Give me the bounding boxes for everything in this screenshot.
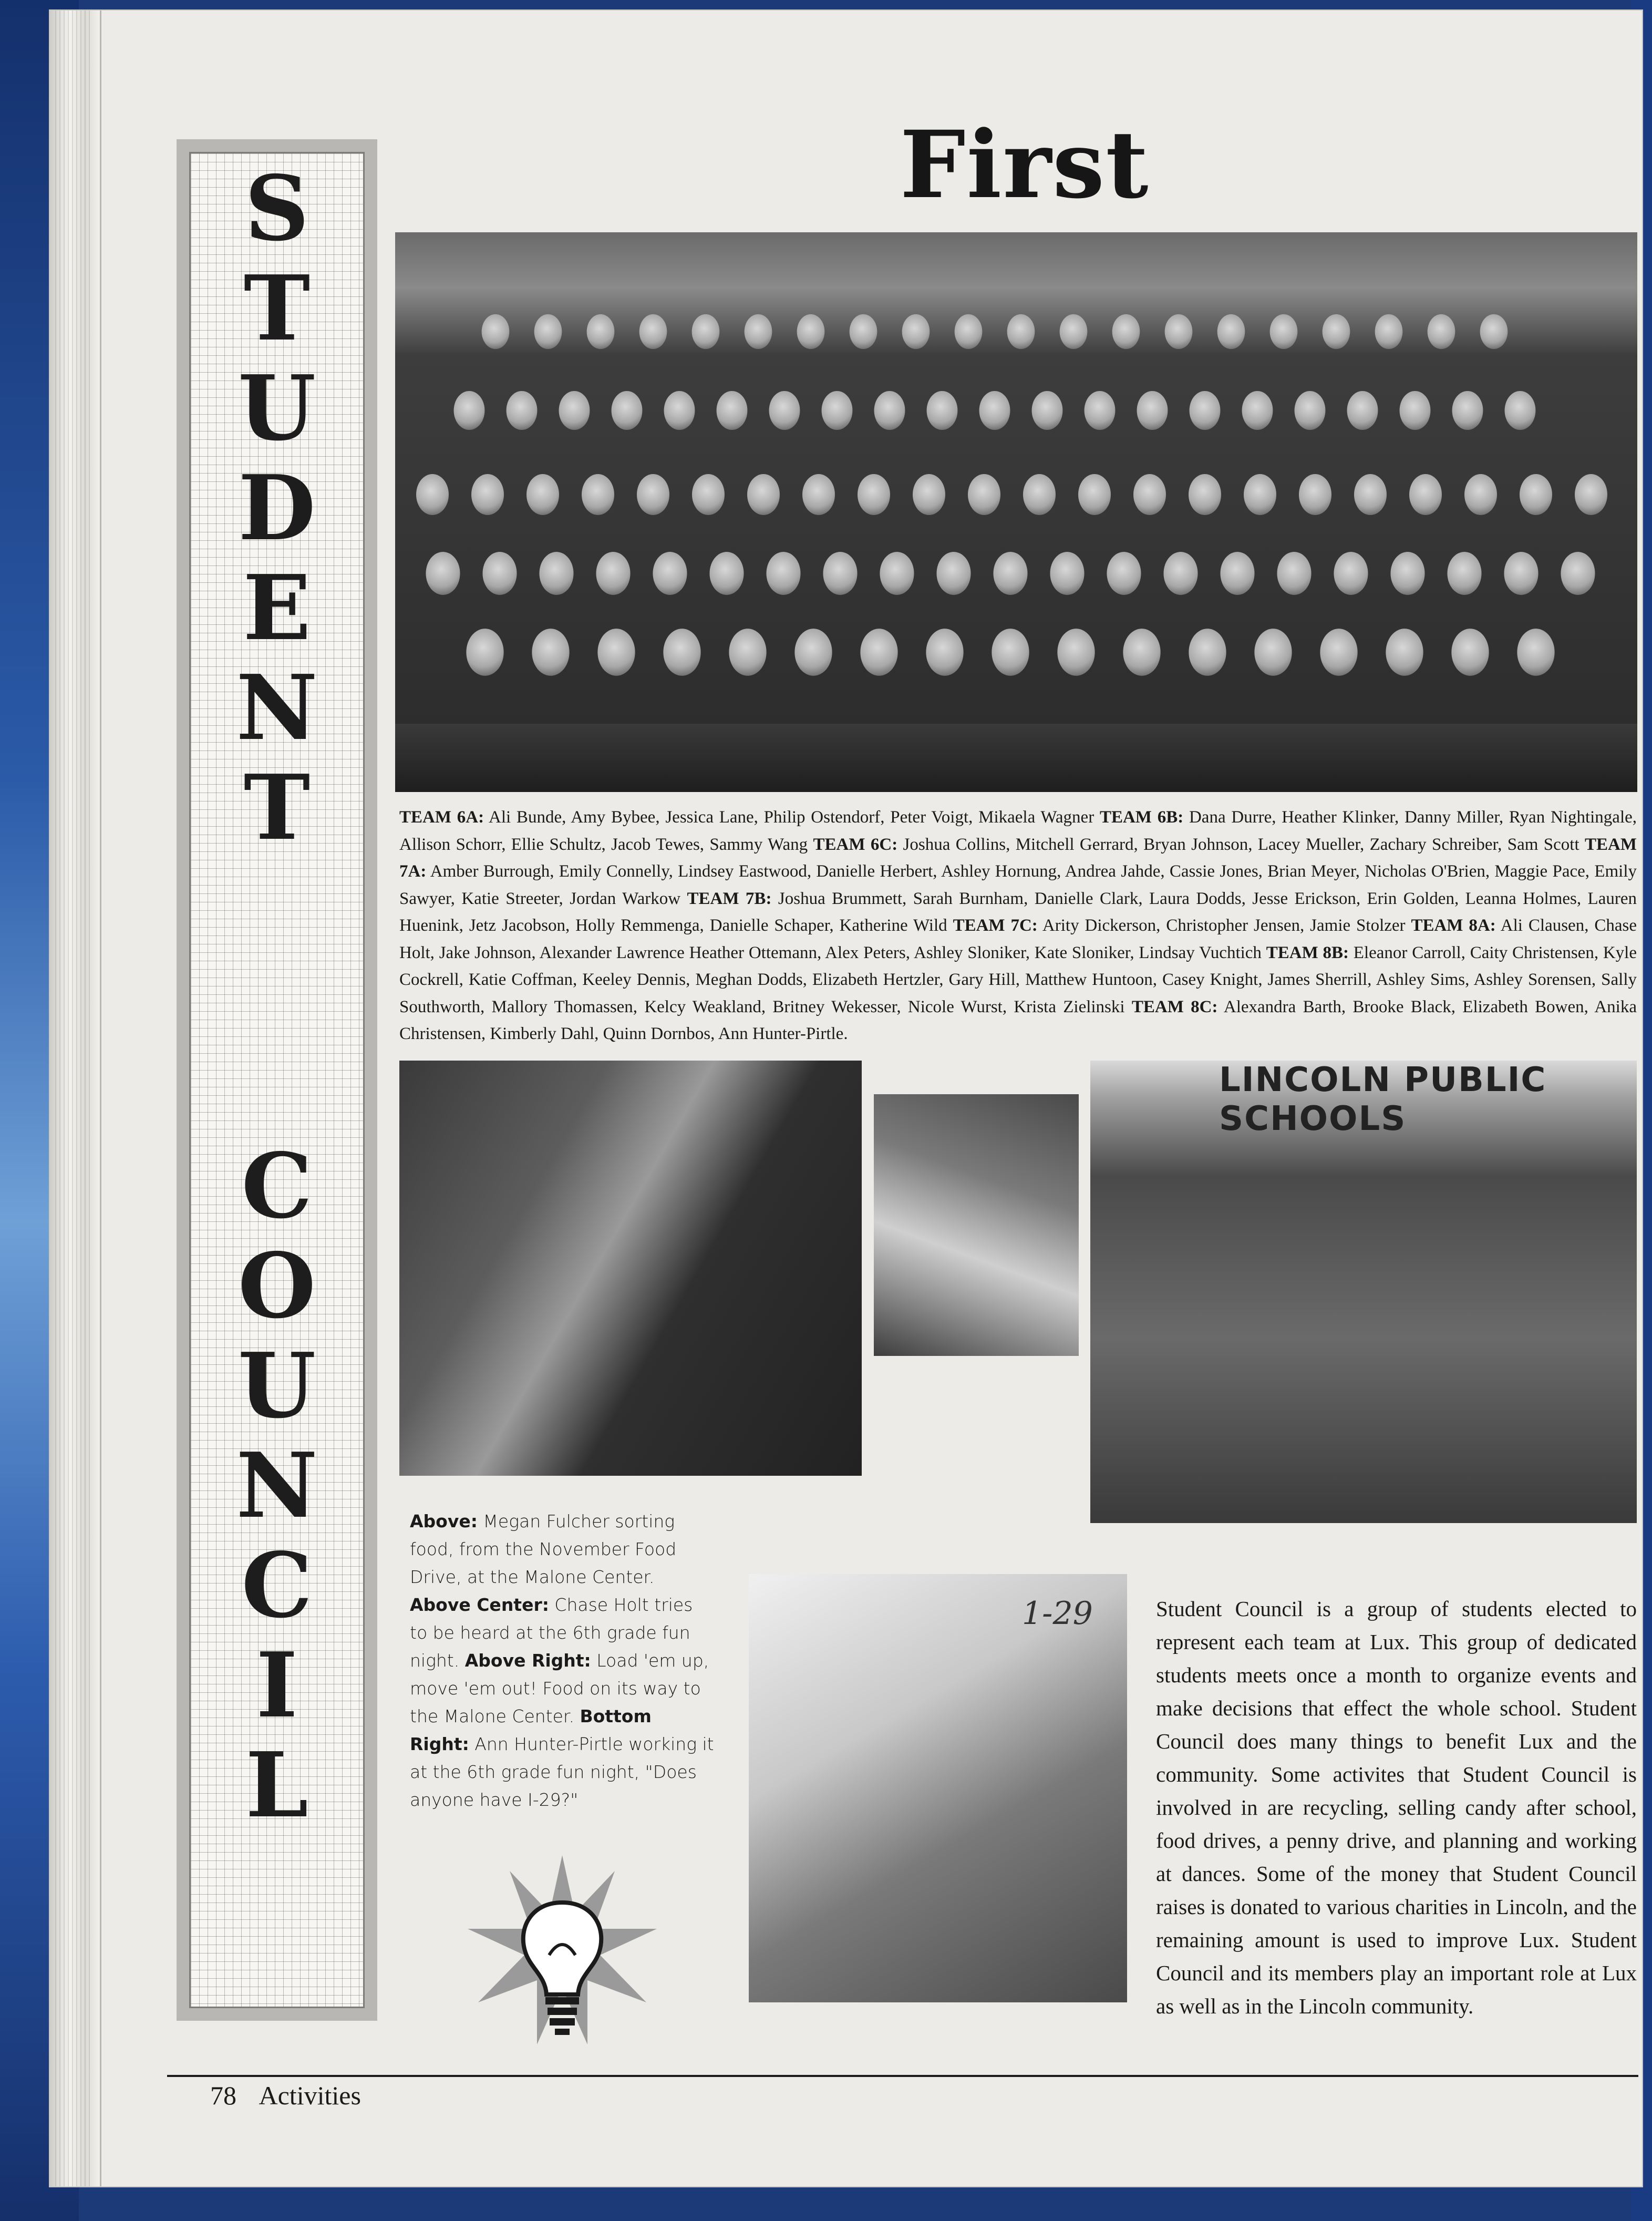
student-head — [902, 314, 930, 349]
team-members: Ali Clausen, Chase Holt, Jake Johnson, Alexander Lawrence Heather Ottemann, Alex Peters, Ashley Sloniker, Kate Sloniker, Lindsay Vuchtich — [399, 916, 1637, 962]
team-members: Dana Durre, Heather Klinker, Danny Miller, Ryan Nightingale, Allison Schorr, Ellie Schultz, Jacob Tewes, Sammy Wang — [399, 808, 1637, 854]
banner-letter: O — [238, 1233, 316, 1339]
student-head — [471, 474, 504, 515]
student-head — [1165, 314, 1193, 349]
student-head — [1085, 391, 1116, 430]
student-head — [534, 314, 562, 349]
student-head — [526, 474, 559, 515]
banner-letter: U — [238, 1333, 316, 1438]
student-head — [692, 474, 725, 515]
student-head — [1299, 474, 1331, 515]
student-head — [1137, 391, 1168, 430]
student-head — [1428, 314, 1455, 349]
team-members: Alexandra Barth, Brooke Black, Elizabeth Bowen, Anika Christensen, Kimberly Dahl, Quinn Dornbos, Ann Hunter-Pirtle. — [399, 997, 1637, 1043]
student-head — [1323, 314, 1350, 349]
team-label: TEAM 7C: — [953, 916, 1038, 935]
student-head — [1242, 391, 1273, 430]
student-head — [1561, 552, 1595, 595]
banner-letter: I — [256, 1633, 298, 1738]
student-head — [1505, 391, 1536, 430]
student-head — [936, 552, 970, 595]
student-head — [874, 391, 905, 430]
student-head — [1163, 552, 1197, 595]
student-head — [539, 552, 573, 595]
student-head — [1520, 474, 1552, 515]
student-head — [1451, 629, 1489, 676]
student-head — [1254, 629, 1292, 676]
page-title: First — [900, 110, 1150, 219]
team-label: TEAM 7B: — [687, 889, 772, 908]
banner-letter: C — [241, 1134, 313, 1239]
student-head — [823, 552, 857, 595]
banner-letter: D — [238, 456, 316, 561]
student-head — [639, 314, 667, 349]
whiteboard-photo — [749, 1574, 1127, 2002]
bins-sign-text: LINCOLN PUBLIC SCHOOLS — [1219, 1061, 1547, 1138]
student-head — [692, 314, 720, 349]
team-members: Ali Bunde, Amy Bybee, Jessica Lane, Philip Ostendorf, Peter Voigt, Mikaela Wagner — [484, 808, 1100, 827]
student-head — [1032, 391, 1063, 430]
team-members: Amber Burrough, Emily Connelly, Lindsey Eastwood, Danielle Herbert, Ashley Hornung, Andrea Jahde, Cassie Jones, Brian Meyer, Nicholas O'Brien, Maggie Pace, Emily Sawyer, Katie Streeter, Jordan Warkow — [399, 862, 1637, 908]
student-head — [416, 474, 449, 515]
student-head — [1386, 629, 1423, 676]
student-head — [729, 629, 766, 676]
student-head — [860, 629, 897, 676]
student-head — [653, 552, 687, 595]
student-head — [1112, 314, 1140, 349]
caption-text: Chase Holt tries to be heard at the 6th grade fun night. — [410, 1595, 693, 1671]
caption-text: Ann Hunter-Pirtle working it at the 6th grade fun night, "Does anyone have I-29?" — [410, 1734, 714, 1810]
student-head — [880, 552, 914, 595]
banner-letter: U — [238, 356, 316, 461]
student-head — [426, 552, 460, 595]
student-head — [596, 552, 630, 595]
student-head — [1050, 552, 1084, 595]
page-footer — [210, 2080, 361, 2111]
student-head — [1107, 552, 1141, 595]
student-head — [992, 629, 1029, 676]
student-head — [1390, 552, 1424, 595]
caption-label: Bottom Right: — [410, 1706, 652, 1754]
student-head — [747, 474, 780, 515]
bulb-base-2 — [548, 2008, 577, 2015]
team-label: TEAM 8A: — [1411, 916, 1496, 935]
student-head — [797, 314, 825, 349]
page-number: 78 — [210, 2081, 236, 2110]
megaphone-photo — [874, 1094, 1079, 1356]
banner-letter: N — [236, 1433, 318, 1538]
caption-label: Above Center: — [410, 1595, 549, 1615]
team-label: TEAM 6A: — [399, 808, 484, 827]
section-name: Activities — [259, 2081, 361, 2110]
student-head — [664, 391, 695, 430]
student-head — [794, 629, 832, 676]
team-members: Joshua Brummett, Sarah Burnham, Danielle Clark, Laura Dodds, Jesse Erickson, Erin Golden, Leanna Holmes, Lauren Huenink, Jetz Jacobson, Holly Remmenga, Danielle Schaper, Katherine Wild — [399, 889, 1637, 935]
student-head — [769, 391, 800, 430]
group-photo-students — [395, 232, 1637, 792]
student-head — [587, 314, 615, 349]
banner-letter: N — [236, 655, 318, 760]
team-members: Arity Dickerson, Christopher Jensen, Jamie Stolzer — [1037, 916, 1411, 935]
photo-captions — [410, 1507, 715, 1814]
student-head — [709, 552, 744, 595]
student-head — [927, 391, 958, 430]
group-photo-floor — [395, 724, 1637, 792]
team-label: TEAM 8C: — [1131, 997, 1218, 1016]
student-head — [1517, 629, 1554, 676]
student-head — [1320, 629, 1357, 676]
student-head — [1480, 314, 1508, 349]
student-head — [637, 474, 669, 515]
student-head — [850, 314, 877, 349]
student-head — [1452, 391, 1483, 430]
student-head — [1354, 474, 1387, 515]
student-head — [1347, 391, 1378, 430]
student-head — [1060, 314, 1088, 349]
student-head — [913, 474, 945, 515]
student-head — [454, 391, 485, 430]
student-head — [1220, 552, 1254, 595]
lightbulb-icon — [462, 1850, 662, 2050]
student-head — [559, 391, 590, 430]
team-roster — [399, 804, 1637, 1048]
bulb-base-4 — [555, 2029, 570, 2035]
student-head — [1123, 629, 1160, 676]
team-members: Joshua Collins, Mitchell Gerrard, Bryan Johnson, Lacey Mueller, Zachary Schreiber, Sam Scott — [897, 835, 1585, 854]
student-head — [1409, 474, 1442, 515]
team-label: TEAM 6C: — [813, 835, 898, 854]
bulb-base-3 — [550, 2018, 575, 2025]
student-head — [1464, 474, 1497, 515]
student-council-banner — [177, 139, 377, 2021]
student-head — [507, 391, 538, 430]
student-head — [612, 391, 643, 430]
student-head — [1189, 629, 1226, 676]
student-head — [532, 629, 569, 676]
student-head — [717, 391, 748, 430]
student-head — [1190, 391, 1221, 430]
student-head — [858, 474, 890, 515]
student-head — [466, 629, 503, 676]
banner-letter: L — [245, 1733, 308, 1838]
student-head — [1504, 552, 1538, 595]
caption-text: Load 'em up, move 'em out! Food on its way to the Malone Center. — [410, 1650, 709, 1726]
student-head — [597, 629, 635, 676]
student-head — [1078, 474, 1111, 515]
caption-label: Above Right: — [464, 1650, 591, 1671]
caption-label: Above: — [410, 1511, 478, 1531]
caption-text: Megan Fulcher sorting food, from the November Food Drive, at the Malone Center. — [410, 1511, 677, 1587]
student-head — [1023, 474, 1056, 515]
student-council-description: Student Council is a group of students elected to represent each team at Lux. This group of dedicated students meets once a month to organize events and make decisions that effect the whole school. Student Council does many things to benefit Lux and the community. Some activites that Student Council is involved in are recycling, selling candy after school, food drives, a penny drive, and planning and working at dances. Some of the money that Student Council raises is donated to various charities in Lincoln, and the remaining amount is used to improve Lux. Student Council and its members play an important role at Lux as well as in the Lincoln community. — [1156, 1597, 1637, 2018]
footer-rule — [167, 2075, 1638, 2077]
student-head — [1217, 314, 1245, 349]
student-head — [1575, 474, 1607, 515]
student-head — [1244, 474, 1276, 515]
team-label: TEAM 7A: — [399, 835, 1637, 881]
student-head — [1400, 391, 1431, 430]
banner-letter: T — [243, 755, 311, 860]
student-head — [766, 552, 800, 595]
student-head — [802, 474, 835, 515]
student-head — [745, 314, 772, 349]
student-head — [1270, 314, 1298, 349]
student-head — [1133, 474, 1166, 515]
food-drive-sorting-photo — [399, 1061, 862, 1476]
student-head — [993, 552, 1027, 595]
student-head — [1295, 391, 1326, 430]
student-head — [482, 552, 517, 595]
team-label: TEAM 6B: — [1099, 808, 1184, 827]
student-head — [1334, 552, 1368, 595]
student-head — [1007, 314, 1035, 349]
student-head — [1375, 314, 1403, 349]
student-head — [1057, 629, 1095, 676]
banner-letter: C — [241, 1533, 313, 1638]
student-head — [822, 391, 853, 430]
page-spine — [50, 11, 101, 2186]
student-head — [482, 314, 510, 349]
banner-letter: T — [243, 256, 311, 361]
student-head — [926, 629, 963, 676]
food-bins-photo — [1090, 1061, 1637, 1523]
student-head — [663, 629, 700, 676]
student-head — [955, 314, 983, 349]
banner-letter: E — [243, 556, 311, 661]
banner-letter: S — [244, 156, 309, 261]
group-photo — [395, 232, 1637, 792]
student-head — [979, 391, 1010, 430]
student-head — [1189, 474, 1221, 515]
student-head — [1447, 552, 1481, 595]
student-head — [1277, 552, 1311, 595]
student-head — [968, 474, 1000, 515]
board-writing: 1-29 — [1022, 1595, 1093, 1632]
bulb-base-1 — [545, 1997, 579, 2004]
team-label: TEAM 8B: — [1266, 943, 1349, 962]
student-head — [582, 474, 614, 515]
banner-grid — [189, 152, 365, 2008]
team-members: Eleanor Carroll, Caity Christensen, Kyle Cockrell, Katie Coffman, Keeley Dennis, Meghan Dodds, Elizabeth Hertzler, Gary Hill, Matthew Huntoon, Casey Knight, James Sherrill, Ashley Sims, Ashley Sorensen, Sally Southworth, Mallory Thomassen, Kelcy Weakland, Britney Wekesser, Nicole Wurst, Krista Zielinski — [399, 943, 1637, 1016]
